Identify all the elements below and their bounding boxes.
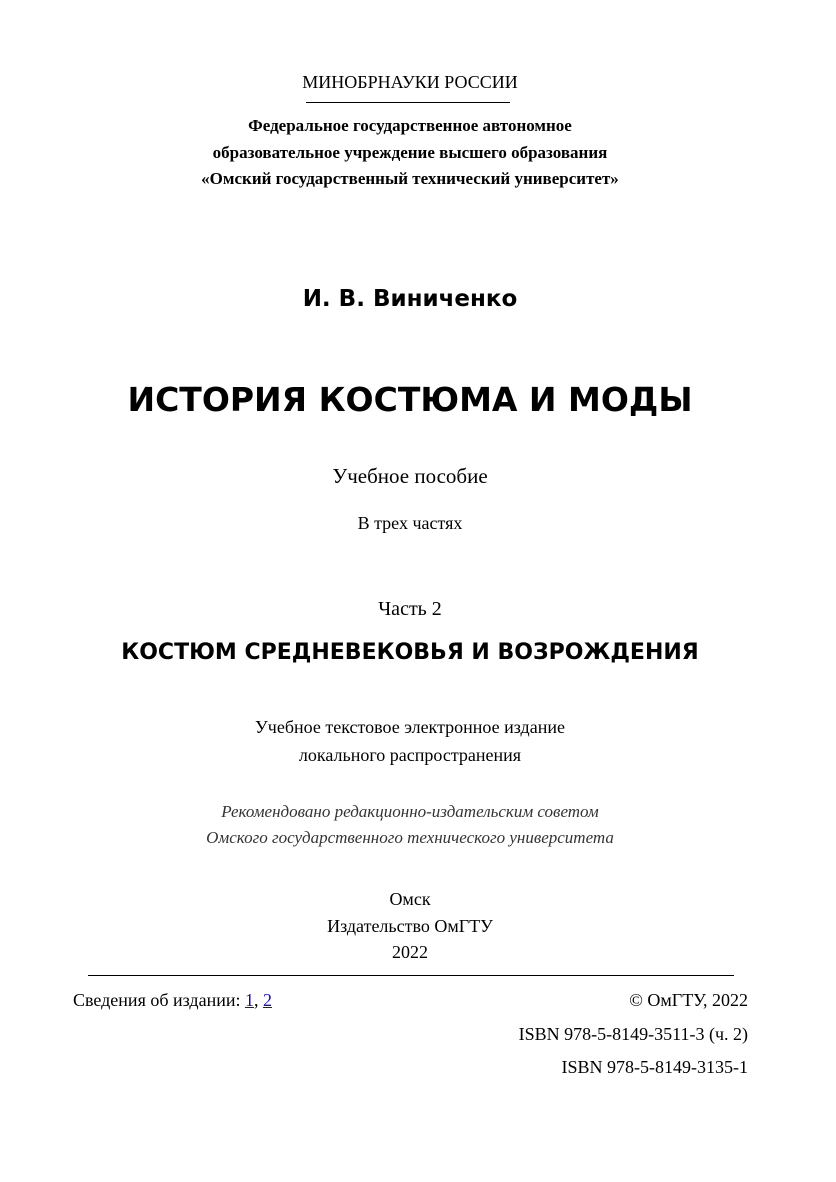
- part-number: Часть 2: [378, 598, 442, 620]
- isbn-set: ISBN 978-5-8149-3135-1: [561, 1057, 748, 1077]
- edition-info-label: Сведения об издании:: [73, 990, 245, 1010]
- institution-line-1: Федеральное государственное автономное: [248, 116, 572, 135]
- institution-line-3: «Омский государственный технический университет»: [201, 169, 619, 188]
- part-title: КОСТЮМ СРЕДНЕВЕКОВЬЯ И ВОЗРОЖДЕНИЯ: [121, 640, 699, 665]
- book-title: ИСТОРИЯ КОСТЮМА И МОДЫ: [127, 380, 693, 419]
- recommendation-line-1: Рекомендовано редакционно-издательским советом: [221, 802, 599, 821]
- parts-count: В трех частях: [357, 513, 463, 533]
- ministry-underline: [306, 102, 510, 103]
- edition-line-2: локального распространения: [298, 745, 522, 765]
- edition-info-link-1[interactable]: 1: [244, 990, 254, 1010]
- imprint-year: 2022: [392, 942, 428, 962]
- recommendation-line-2: Омского государственного технического университета: [206, 828, 614, 847]
- edition-info-link-2[interactable]: 2: [262, 990, 272, 1010]
- author-name: И. В. Виниченко: [302, 286, 518, 312]
- imprint-city: Омск: [389, 889, 431, 909]
- footer-divider: [88, 975, 734, 976]
- copyright: © ОмГТУ, 2022: [629, 990, 748, 1010]
- ministry-name: МИНОБРНАУКИ РОССИИ: [302, 72, 518, 92]
- edition-line-1: Учебное текстовое электронное издание: [255, 717, 565, 737]
- isbn-part: ISBN 978-5-8149-3511-3 (ч. 2): [518, 1024, 748, 1044]
- edition-info-separator: ,: [253, 990, 263, 1010]
- institution-line-2: образовательное учреждение высшего образования: [212, 143, 608, 162]
- edition-info: [73, 990, 272, 1011]
- book-type: Учебное пособие: [332, 464, 488, 488]
- imprint-publisher: Издательство ОмГТУ: [327, 916, 493, 936]
